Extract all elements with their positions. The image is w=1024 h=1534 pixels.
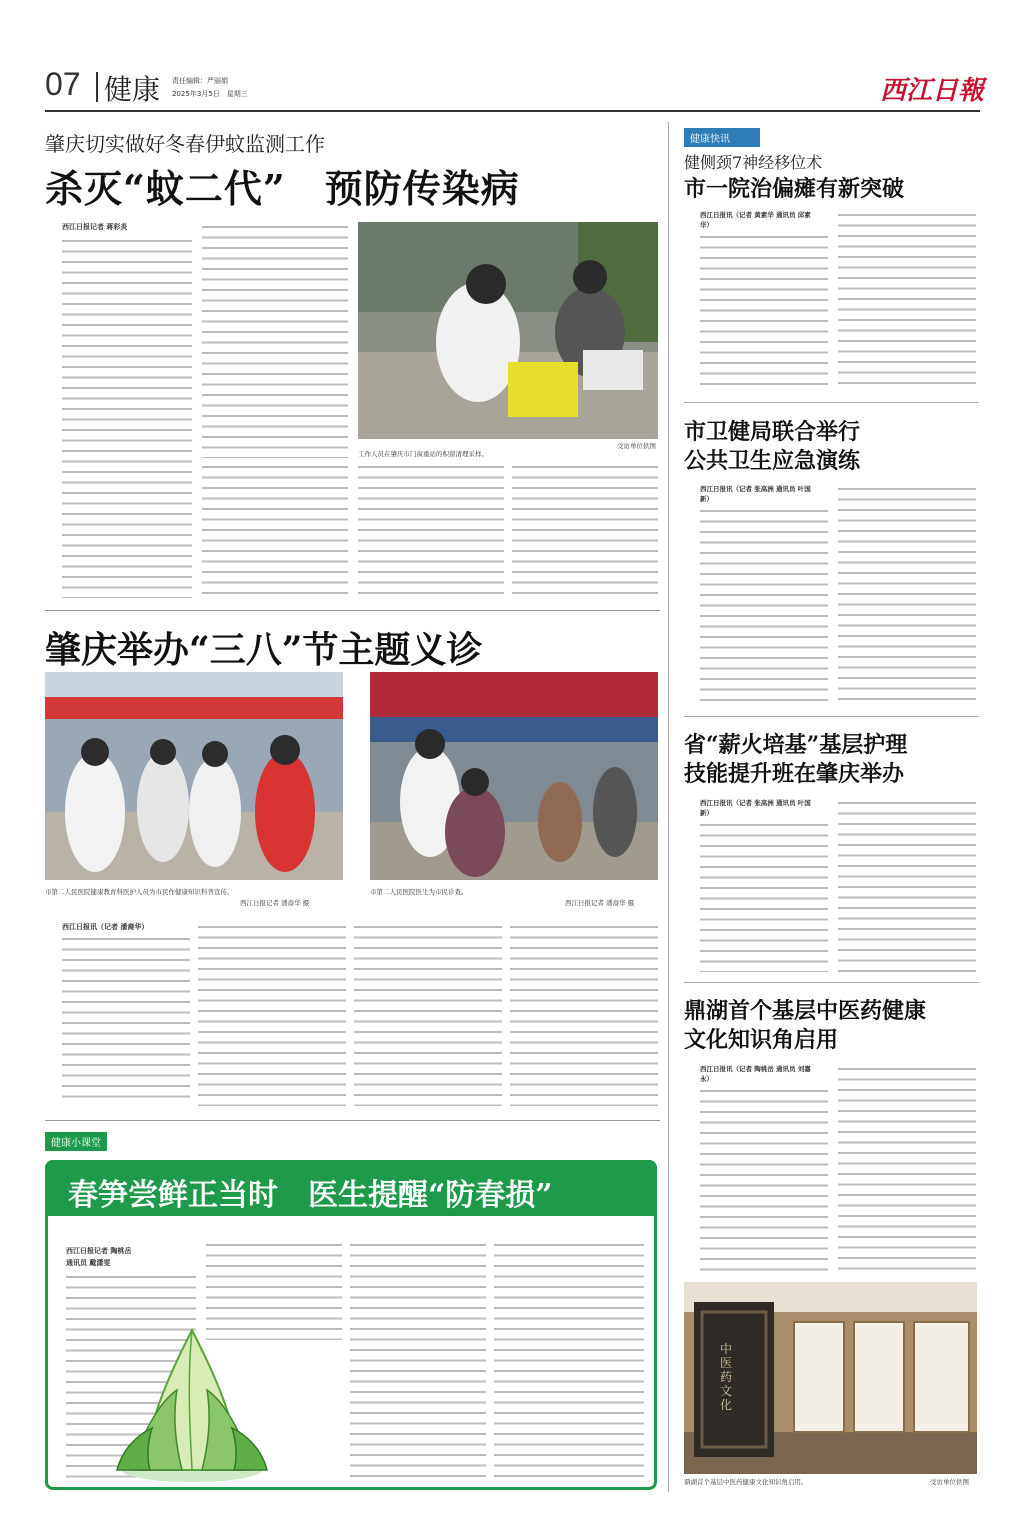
news3-byline: 西江日报讯（记者 张高洲 通讯员 叶国新）: [700, 799, 811, 817]
article1-col3: [202, 462, 348, 598]
sidebar-tag: 健康快讯: [684, 128, 760, 147]
news2-title-line1: 市卫健局联合举行: [684, 419, 861, 445]
article1-kicker: 肇庆切实做好冬春伊蚊监测工作: [45, 132, 325, 156]
article1-photo: [358, 222, 658, 439]
article1-col2: [202, 222, 348, 458]
news1-title: 市一院治偏瘫有新突破: [684, 176, 905, 202]
classroom-title: 春笋尝鲜正当时 医生提醒“防春损”: [68, 1178, 553, 1213]
rule-s1: [684, 402, 979, 403]
section-title: 健康: [104, 73, 161, 106]
article2-col1: [62, 934, 190, 1106]
article2-byline: 西江日报讯（记者 潘裔华）: [62, 923, 149, 931]
news4-col2: [838, 1064, 976, 1272]
news3-col1: [700, 820, 828, 972]
article1-photo-caption: 工作人员在肇庆市门窗重站的积留清理采样。: [358, 450, 488, 458]
news2-col2: [838, 484, 976, 706]
article2-photo1: [45, 672, 343, 880]
news2-title-line2: 公共卫生应急演练: [684, 448, 861, 474]
article2-col4: [510, 922, 658, 1106]
news1-col2: [838, 210, 976, 392]
news3-title-line2: 技能提升班在肇庆举办: [684, 761, 905, 787]
classroom-byline2: 通讯员 戴潇雯: [66, 1259, 111, 1267]
sidebar-photo-sign: 中医药文化: [720, 1342, 733, 1412]
article2-photo1-caption: 市第二人民医院健康教育科医护人员为市民作健康知识科普宣传。: [45, 888, 234, 896]
rule-s2: [684, 716, 979, 717]
article2-photo2: [370, 672, 658, 880]
bamboo-shoot-illustration: [92, 1320, 292, 1485]
article2-col3: [354, 922, 502, 1106]
article1-byline: 西江日报记者 蒋彩炎: [62, 223, 128, 231]
news3-col2: [838, 798, 976, 972]
article1-title: 杀灭“蚊二代” 预防传染病: [45, 166, 520, 211]
article2-col2: [198, 922, 346, 1106]
article1-col1: [62, 236, 192, 598]
classroom-tag: 健康小课堂: [45, 1132, 107, 1151]
rule-a2: [45, 1120, 660, 1121]
news4-byline: 西江日报讯（记者 陶桃岳 通讯员 刘嘉永）: [700, 1065, 811, 1083]
masthead-rule: [45, 110, 980, 112]
masthead-divider: [96, 72, 98, 102]
newspaper-logo: 西江日報: [880, 76, 985, 106]
news1-kicker: 健侧颈7神经移位术: [684, 153, 823, 172]
sidebar-rule: [668, 122, 669, 1492]
news2-byline: 西江日报讯（记者 张高洲 通讯员 叶国新）: [700, 485, 811, 503]
rule-a1: [45, 610, 660, 611]
article2-title: 肇庆举办“三八”节主题义诊: [45, 629, 483, 671]
classroom-col5: [494, 1240, 644, 1482]
article1-caption-bar: [358, 441, 658, 458]
classroom-byline1: 西江日报记者 陶桃岳: [66, 1247, 132, 1255]
sidebar-photo-credit: 受访单位供图: [930, 1478, 969, 1486]
page-number: 07: [45, 66, 81, 102]
news4-title-line1: 鼎湖首个基层中医药健康: [684, 998, 927, 1024]
editor-line: 责任编辑：严丽娟: [172, 77, 228, 85]
classroom-col4: [350, 1240, 486, 1482]
news4-title-line2: 文化知识角启用: [684, 1027, 839, 1053]
article2-photo2-caption: 市第二人民医院医生为市民诊查。: [370, 888, 468, 896]
sidebar-photo: [684, 1282, 977, 1474]
news2-col1: [700, 506, 828, 706]
article2-photo2-credit: 西江日报记者 潘裔华 摄: [565, 899, 635, 907]
date-line: 2025年3月5日 星期三: [172, 90, 248, 98]
news1-col1: [700, 232, 828, 392]
news4-col1: [700, 1086, 828, 1272]
article1-col5: [512, 462, 658, 598]
rule-s3: [684, 982, 979, 983]
article1-col4: [358, 462, 504, 598]
article1-photo-credit: 受访单位供图: [617, 442, 656, 450]
article2-photo1-credit: 西江日报记者 潘裔华 摄: [240, 899, 310, 907]
news3-title-line1: 省“薪火培基”基层护理: [684, 732, 908, 758]
news1-byline: 西江日报讯（记者 黄素华 通讯员 邱素华）: [700, 211, 811, 229]
sidebar-photo-caption: 鼎湖首个基层中医药健康文化知识角启用。: [684, 1478, 808, 1486]
